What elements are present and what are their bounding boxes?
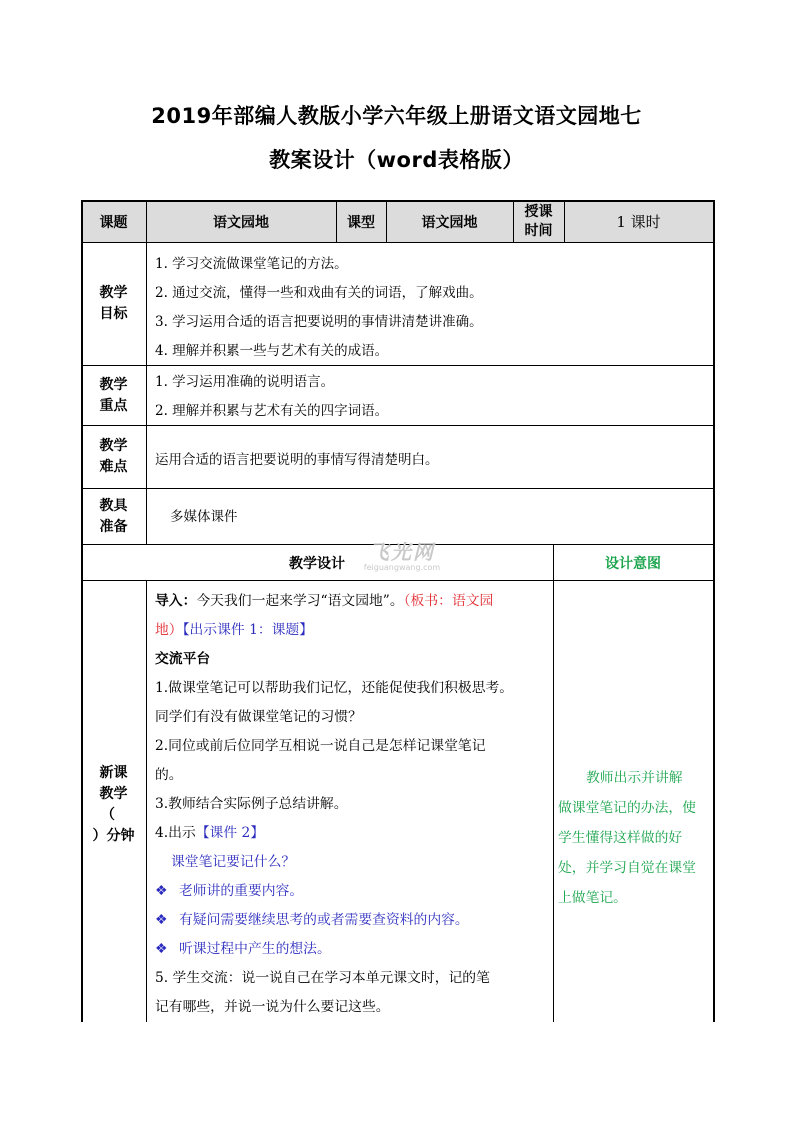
key-points-list bbox=[155, 368, 710, 426]
time-label-line-1: 授课 bbox=[524, 203, 553, 220]
paragraph-5a: 5. 学生交流：说一说自己在学习本单元课文时，记的笔 bbox=[155, 970, 490, 986]
lesson-label-line-1: 新课 bbox=[99, 765, 128, 781]
difficulty-label-line-1: 教学 bbox=[99, 438, 128, 454]
paragraph-5b: 记有哪些，并说一说为什么要记这些。 bbox=[155, 999, 390, 1015]
lesson-label-line-3: （ bbox=[101, 807, 115, 823]
diamond-bullet-icon: ❖ bbox=[155, 883, 168, 899]
key-point-item: 2. 理解并积累与艺术有关的四字词语。 bbox=[155, 403, 389, 419]
paragraph-3: 3.教师结合实际例子总结讲解。 bbox=[155, 796, 348, 812]
time-label-line-2: 时间 bbox=[524, 222, 553, 239]
difficulty-label-line-2: 难点 bbox=[99, 459, 128, 475]
table-border-row-6 bbox=[81, 580, 714, 581]
intro-text: 今天我们一起来学习“语文园地”。 bbox=[196, 593, 404, 609]
paragraph-2b: 的。 bbox=[155, 767, 183, 783]
goal-item: 4. 理解并积累一些与艺术有关的成语。 bbox=[155, 343, 389, 359]
goal-item: 1. 学习交流做课堂笔记的方法。 bbox=[155, 256, 348, 272]
bullet-text: 有疑问需要继续思考的或者需要查资料的内容。 bbox=[179, 912, 469, 928]
table-border-right bbox=[713, 200, 715, 1022]
design-header-left: 教学设计 bbox=[289, 555, 345, 572]
table-border-col-label-lower bbox=[146, 580, 147, 1022]
bullet-item bbox=[155, 877, 551, 906]
section-title: 交流平台 bbox=[155, 651, 211, 667]
bullet-item bbox=[155, 935, 551, 964]
key-points-label bbox=[81, 366, 146, 425]
intent-line-1: 教师出示并讲解 bbox=[586, 770, 683, 786]
difficulty-label bbox=[81, 426, 146, 488]
table-border-col-label bbox=[146, 200, 147, 544]
design-header-right: 设计意图 bbox=[605, 555, 661, 572]
watermark-main: 飞光网 bbox=[369, 540, 435, 564]
watermark-sub: feiguangwang.com bbox=[363, 563, 441, 572]
intro-line-1 bbox=[155, 587, 551, 616]
intro-line-2 bbox=[155, 616, 551, 645]
diamond-bullet-icon: ❖ bbox=[155, 912, 168, 928]
bullet-item bbox=[155, 906, 551, 935]
type-value: 语文园地 bbox=[421, 214, 478, 231]
key-point-item: 1. 学习运用准确的说明语言。 bbox=[155, 374, 335, 390]
intro-courseware-1: 【出示课件 1：课题】 bbox=[182, 622, 314, 638]
paragraph-4-prefix: 4.出示 bbox=[155, 825, 196, 841]
materials-label-line-2: 准备 bbox=[99, 518, 128, 535]
paragraph-4 bbox=[155, 819, 551, 848]
type-label: 课型 bbox=[347, 214, 375, 231]
key-points-label-line-2: 重点 bbox=[99, 397, 128, 414]
topic-label: 课题 bbox=[99, 214, 128, 231]
key-points-label-line-1: 教学 bbox=[99, 376, 128, 393]
materials-label bbox=[81, 489, 146, 544]
document-title-line-1: 2019年部编人教版小学六年级上册语文语文园地七 bbox=[151, 104, 642, 128]
intent-line-4: 处，并学习自觉在课堂 bbox=[558, 860, 696, 876]
courseware-2: 【课件 2】 bbox=[195, 825, 265, 841]
lesson-label bbox=[81, 763, 146, 847]
intro-board-note-2: 地） bbox=[155, 622, 183, 638]
paragraph-1b: 同学们有没有做课堂笔记的习惯？ bbox=[155, 709, 362, 725]
table-border-row-4 bbox=[81, 488, 714, 489]
goals-label-line-1: 教学 bbox=[99, 285, 128, 301]
design-intent bbox=[558, 763, 712, 913]
materials-label-line-1: 教具 bbox=[99, 497, 128, 514]
document-title-line-2: 教案设计（word表格版） bbox=[269, 148, 524, 172]
goal-item: 3. 学习运用合适的语言把要说明的事情讲清楚讲准确。 bbox=[155, 314, 483, 330]
bullet-text: 听课过程中产生的想法。 bbox=[179, 941, 331, 957]
goals-list bbox=[155, 250, 710, 366]
goal-item: 2. 通过交流，懂得一些和戏曲有关的词语，了解戏曲。 bbox=[155, 285, 483, 301]
lesson-label-line-4: ）分钟 bbox=[92, 828, 135, 844]
intent-line-2: 做课堂笔记的办法，使 bbox=[558, 800, 696, 816]
time-value: 1 课时 bbox=[616, 213, 661, 231]
intent-line-5: 上做笔记。 bbox=[558, 890, 627, 906]
intro-bold: 导入： bbox=[155, 593, 197, 609]
paragraph-2a: 2.同位或前后位同学互相说一说自己是怎样记课堂笔记 bbox=[155, 738, 486, 754]
table-border-col-intent bbox=[553, 544, 554, 1022]
topic-value: 语文园地 bbox=[213, 214, 269, 231]
lesson-content bbox=[155, 587, 551, 1022]
materials-text: 多媒体课件 bbox=[170, 509, 238, 525]
intent-line-3: 学生懂得这样做的好 bbox=[558, 830, 683, 846]
time-label bbox=[513, 200, 564, 243]
question-line: 课堂笔记要记什么？ bbox=[171, 854, 296, 870]
intro-board-note-1: （板书：语文园 bbox=[403, 593, 494, 609]
goals-label-line-2: 目标 bbox=[99, 306, 128, 322]
difficulty-text: 运用合适的语言把要说明的事情写得清楚明白。 bbox=[155, 452, 439, 468]
paragraph-1a: 1.做课堂笔记可以帮助我们记忆，还能促使我们积极思考。 bbox=[155, 680, 514, 696]
diamond-bullet-icon: ❖ bbox=[155, 941, 168, 957]
bullet-text: 老师讲的重要内容。 bbox=[179, 883, 304, 899]
lesson-label-line-2: 教学 bbox=[99, 786, 128, 802]
goals-label bbox=[81, 243, 146, 365]
